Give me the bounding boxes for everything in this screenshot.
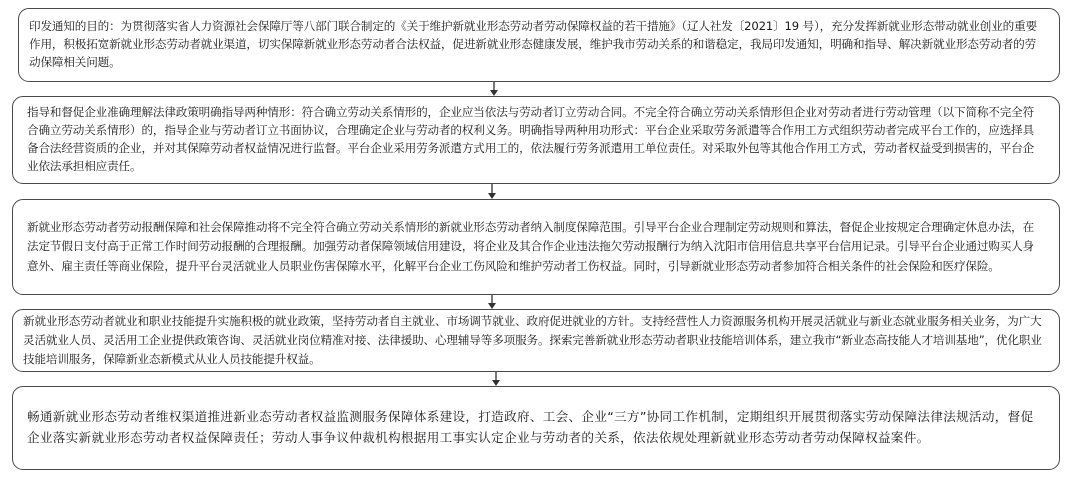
flow-box-text: 畅通新就业形态劳动者维权渠道推进新业态劳动者权益监测服务保障体系建设，打造政府、工会、企业“三方”协同工作机制，定期组织开展贯彻落实劳动保障法律法规活动，督促企业落实新就业形态劳动者权益保障责任；劳动人事争议仲裁机构根据用工事实认定企业与劳动者的关系，依法依规处理新就业形态劳动者劳动保障权益案件。 — [27, 409, 1034, 445]
flow-box-text: 新就业形态劳动者劳动报酬保障和社会保障推动将不完全符合确立劳动关系情形的新就业形态劳动者纳入制度保障范围。引导平台企业合理制定劳动规则和算法，督促企业按规定合理确定休息办法，在法定节假日支付高于正常工作时间劳动报酬的合理报酬。加强劳动者保障领域信用建设，将企业及其合作企业违法拖欠劳动报酬行为纳入沈阳市信用信息共享平台信用记录。引导平台企业通过购买人身意外、雇主责任等商业保险，提升平台灵活就业人员职业伤害保障水平，化解平台企业工伤风险和维护劳动者工伤权益。同时，引导新就业形态劳动者参加符合相关条件的社会保险和医疗保险。 — [27, 219, 1035, 273]
flow-arrow — [491, 184, 493, 199]
flow-box-text: 指导和督促企业准确理解法律政策明确指导两种情形：符合确立劳动关系情形的，企业应当依法与劳动者订立劳动合同。不完全符合确立劳动关系情形但企业对劳动者进行劳动管理（以下简称不完全符合确立劳动关系情形）的，指导企业与劳动者订立书面协议，合理确定企业与劳动者的权利义务。明确指导两种用功形式：平台企业采取劳务派遣等合作用工方式组织劳动者完成平台工作的，应选择具备合法经营资质的企业，并对其保障劳动者权益情况进行监督。平台企业采用劳务派遣方式用工的，依法履行劳务派遣用工单位责任。对采取外包等其他合作用工方式，劳动者权益受到损害的，平台企业依法承担相应责任。 — [27, 105, 1035, 173]
flow-box-purpose — [18, 8, 1060, 82]
flow-arrow — [495, 372, 497, 386]
flow-box-employment-and-skills — [12, 309, 1060, 372]
flow-box-text: 印发通知的目的：为贯彻落实省人力资源社会保障厅等八部门联合制定的《关于维护新就业形态劳动者劳动保障权益的若干措施》（辽人社发〔2021〕19 号），充分发挥新就业形态带动就业创业的重要作用，积极拓宽新就业形态劳动者就业渠道，切实保障新就业形态劳动者合法权益，促进新就业形态健康发展，维护我市劳动关系的和谐稳定，我局印发通知，明确和指导、解决新就业形态劳动者的劳动保障相关问题。 — [29, 19, 1038, 69]
flow-box-policy-guidance — [12, 96, 1060, 184]
flow-arrow — [491, 295, 493, 309]
flow-box-pay-and-social-security — [12, 199, 1060, 295]
flow-arrow — [493, 82, 495, 96]
flow-box-text: 新就业形态劳动者就业和职业技能提升实施积极的就业政策，坚持劳动者自主就业、市场调节就业、政府促进就业的方针。支持经营性人力资源服务机构开展灵活就业与新业态就业服务相关业务，为广大灵活就业人员、灵活用工企业提供政策咨询、灵活就业岗位精准对接、法律援助、心理辅导等多项服务。探索完善新就业形态劳动者职业技能培训体系，建立我市“新业态高技能人才培训基地”，优化职业技能培训服务，保障新业态新模式从业人员技能提升权益。 — [23, 314, 1042, 366]
flow-box-rights-protection — [12, 386, 1060, 470]
